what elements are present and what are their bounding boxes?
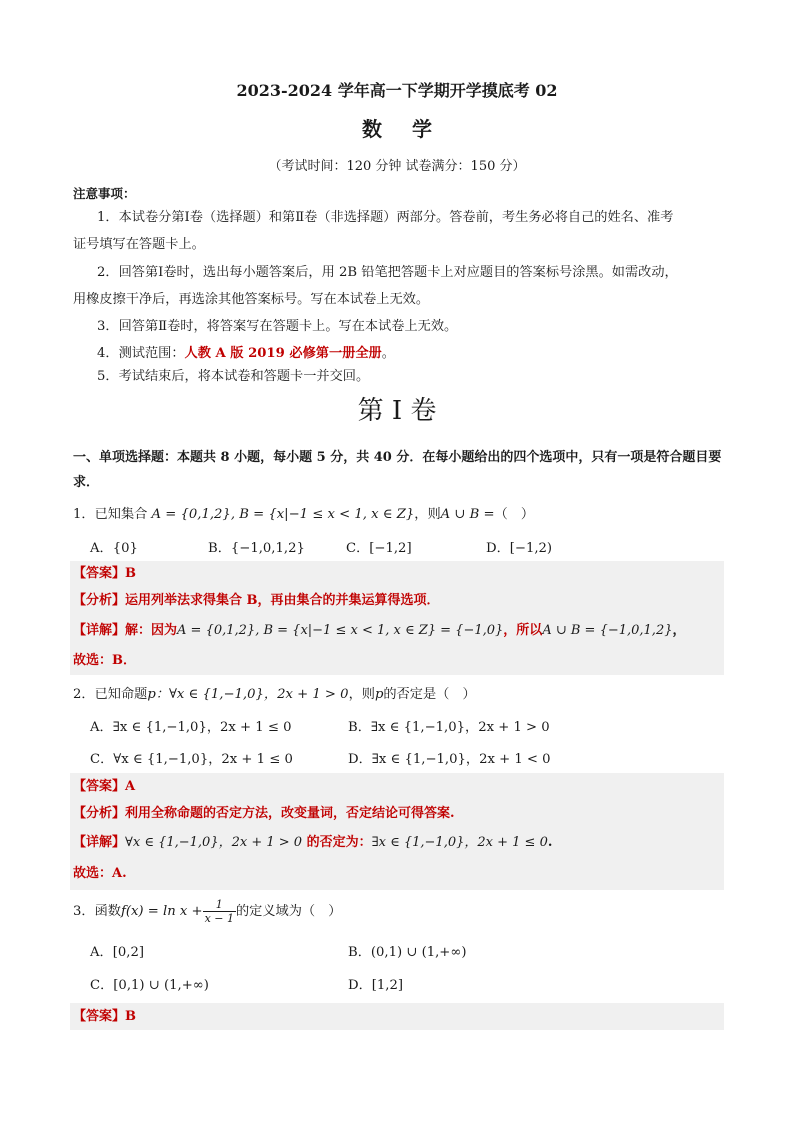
q1-stem-set: A = {0,1,2}, B = {x|−1 ≤ x < 1, x ∈ Z} xyxy=(151,507,415,522)
q3-answer-tag: 【答案】 xyxy=(73,1009,126,1024)
exam-meta: （考试时间：120 分钟 试卷满分：150 分） xyxy=(268,159,526,174)
note-2b: 用橡皮擦干净后，再选涂其他答案标号。写在本试卷上无效。 xyxy=(73,292,430,307)
q2-detail-a: 的否定为： xyxy=(302,835,372,850)
note-2a: 2．回答第Ⅰ卷时，选出每小题答案后，用 2B 铅笔把答题卡上对应题目的答案标号涂黑。如需改动， xyxy=(97,265,678,280)
q1-detail-math2: A ∪ B = {−1,0,1,2} xyxy=(542,623,673,638)
q2-choose: 故选：A. xyxy=(73,866,127,881)
note-4 xyxy=(97,345,395,363)
q2-detail-b: . xyxy=(547,835,553,850)
q2-analysis-row xyxy=(70,800,724,828)
q1-stem xyxy=(73,503,534,522)
q3-option-c: C．[0,1) ∪ (1,+∞) xyxy=(90,978,209,993)
q1-option-c: C．[−1,2] xyxy=(346,541,412,556)
q2-stem xyxy=(73,683,476,702)
q1-answer-row xyxy=(70,561,724,587)
q1-option-b: B．{−1,0,1,2} xyxy=(208,541,305,556)
note-4-suffix: 。 xyxy=(381,346,395,361)
q3-stem-a: 3．函数 xyxy=(73,904,121,919)
q1-answer-tag: 【答案】 xyxy=(73,566,126,581)
q1-detail-a: 解：因为 xyxy=(125,623,178,638)
q1-stem-a: 1．已知集合 xyxy=(73,507,148,522)
q1-detail-math: A = {0,1,2}, B = {x|−1 ≤ x < 1, x ∈ Z} = {−1,0} xyxy=(177,623,504,638)
q1-stem-c: （ ） xyxy=(494,507,535,522)
note-1b: 证号填写在答题卡上。 xyxy=(73,237,205,252)
q3-frac-num: 1 xyxy=(203,898,236,912)
q3-option-b: B．(0,1) ∪ (1,+∞) xyxy=(348,945,467,960)
q1-choose: 故选：B． xyxy=(73,653,136,668)
q1-detail-tag: 【详解】 xyxy=(73,623,126,638)
q2-detail-math: ∀x ∈ {1,−1,0}，2x + 1 > 0 xyxy=(125,835,303,850)
section-title: 第 I 卷 xyxy=(357,396,437,426)
q1-stem-b: ，则 xyxy=(414,507,441,522)
q2-stem-b: ，则 xyxy=(348,687,375,702)
note-3: 3．回答第Ⅱ卷时，将答案写在答题卡上。写在本试卷上无效。 xyxy=(97,319,458,334)
q2-stem-c: 的否定是（ ） xyxy=(383,687,476,702)
q3-frac-den: x − 1 xyxy=(204,912,234,925)
q3-stem-b: 的定义域为（ ） xyxy=(236,904,342,919)
q3-answer: B xyxy=(125,1009,137,1024)
q2-answer: A xyxy=(125,779,136,794)
q3-option-a: A．[0,2] xyxy=(90,945,144,960)
notes-heading: 注意事项： xyxy=(73,186,136,201)
q2-answer-tag: 【答案】 xyxy=(73,779,126,794)
q2-choose-row xyxy=(70,858,724,890)
q2-analysis: 利用全称命题的否定方法，改变量词，否定结论可得答案. xyxy=(125,806,455,821)
test-range: 人教 A 版 2019 必修第一册全册 xyxy=(184,346,382,361)
q2-option-a: A．∃x ∈ {1,−1,0}，2x + 1 ≤ 0 xyxy=(90,720,292,735)
q1-option-a: A．{0} xyxy=(90,541,138,556)
q2-analysis-tag: 【分析】 xyxy=(73,806,126,821)
q1-detail-c: ， xyxy=(672,623,686,638)
q2-stem-a: 2．已知命题 xyxy=(73,687,148,702)
q3-stem xyxy=(73,898,342,925)
q3-fraction xyxy=(203,898,236,925)
part-heading: 一、单项选择题：本题共 8 小题，每小题 5 分，共 40 分．在每小题给出的四个选项中，只有一项是符合题目要求． xyxy=(73,450,722,490)
q1-answer: B xyxy=(125,566,137,581)
q3-option-d: D．[1,2] xyxy=(348,978,404,993)
q2-stem-math: ：∀x ∈ {1,−1,0}，2x + 1 > 0 xyxy=(155,687,349,702)
q1-choose-row xyxy=(70,647,724,675)
q1-analysis-tag: 【分析】 xyxy=(73,593,126,608)
q1-option-d: D．[−1,2) xyxy=(486,541,553,556)
q1-analysis-row xyxy=(70,587,724,615)
note-5: 5．考试结束后，将本试卷和答题卡一并交回。 xyxy=(97,369,370,384)
q2-answer-row xyxy=(70,773,724,800)
q2-stem-p: p xyxy=(147,687,156,702)
q1-stem-expr: A ∪ B = xyxy=(440,507,495,522)
note-4-prefix: 4．测试范围： xyxy=(97,346,185,361)
q2-option-b: B．∃x ∈ {1,−1,0}，2x + 1 > 0 xyxy=(348,720,550,735)
q3-stem-f: f(x) = ln x + xyxy=(120,904,203,919)
q2-stem-p2: p xyxy=(374,687,384,702)
q1-analysis: 运用列举法求得集合 B，再由集合的并集运算得选项． xyxy=(125,593,440,608)
q1-detail-row xyxy=(70,615,724,647)
q2-option-c: C．∀x ∈ {1,−1,0}，2x + 1 ≤ 0 xyxy=(90,752,293,767)
subject-title: 数学 xyxy=(362,117,462,141)
q2-detail-math2: ∃x ∈ {1,−1,0}，2x + 1 ≤ 0 xyxy=(371,835,548,850)
q3-answer-row xyxy=(70,1003,724,1030)
note-1a: 1．本试卷分第Ⅰ卷（选择题）和第Ⅱ卷（非选择题）两部分。答卷前，考生务必将自己的姓名、准考 xyxy=(97,210,674,225)
q2-detail-row xyxy=(70,828,724,858)
q1-detail-b: ，所以 xyxy=(503,623,543,638)
q2-option-d: D．∃x ∈ {1,−1,0}，2x + 1 < 0 xyxy=(348,752,551,767)
exam-title: 2023-2024 学年高一下学期开学摸底考 02 xyxy=(236,81,558,100)
q2-detail-tag: 【详解】 xyxy=(73,835,126,850)
